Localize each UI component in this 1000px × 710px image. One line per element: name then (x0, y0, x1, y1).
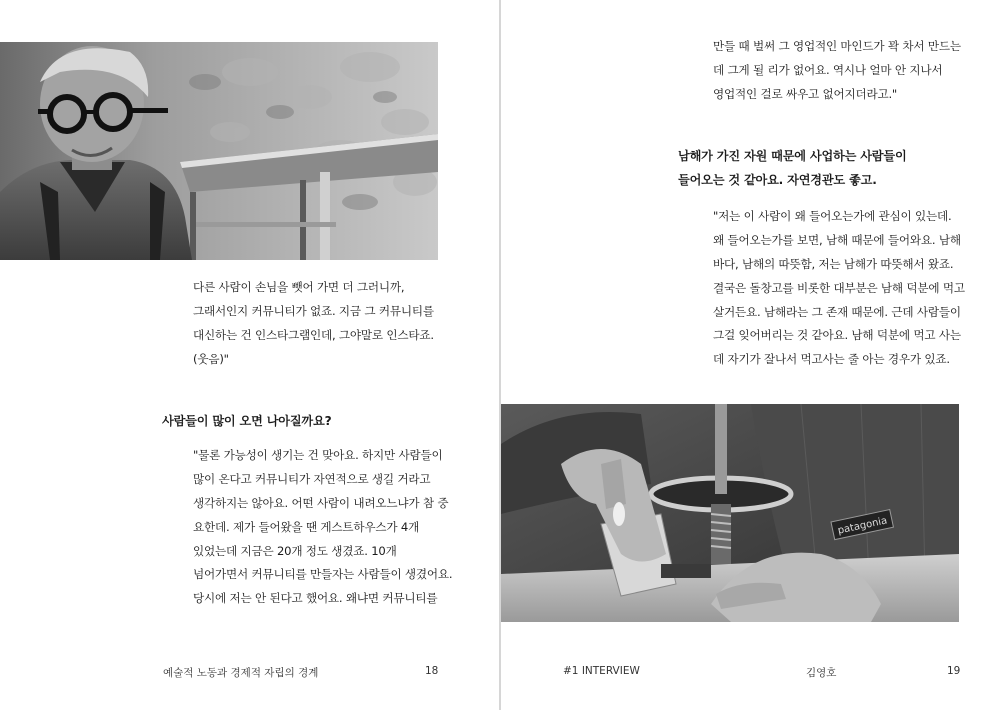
workshop-photo-graphic (501, 404, 959, 622)
question-line: 사람들이 많이 오면 나아질까요? (162, 414, 332, 428)
left-paragraph (193, 276, 434, 372)
question-line: 들어오는 것 같아요. 자연경관도 좋고. (678, 173, 877, 187)
text-line: 만들 때 벌써 그 영업적인 마인드가 꽉 차서 만드는 (713, 39, 961, 53)
footer-section-label: #1 INTERVIEW (563, 665, 640, 677)
footer-interviewee-name: 김영호 (806, 667, 837, 679)
text-line: 대신하는 건 인스타그램인데, 그야말로 인스타죠. (193, 327, 434, 342)
right-question (678, 144, 907, 192)
text-line: 있었는데 지금은 20개 정도 생겼죠. 10개 (193, 543, 397, 558)
text-line: 데 그게 될 리가 없어요. 역시나 얼마 안 지나서 (713, 62, 943, 77)
text-line: 넘어가면서 커뮤니티를 만들자는 사람들이 생겼어요. (193, 567, 453, 582)
left-question (162, 409, 331, 433)
text-line: (웃음)" (193, 351, 229, 366)
text-line: "물론 가능성이 생기는 건 맞아요. 하지만 사람들이 (193, 448, 443, 462)
text-line: 생각하지는 않아요. 어떤 사람이 내려오느냐가 참 중 (193, 495, 449, 510)
apron-label-text: patagonia (836, 515, 889, 537)
page-number-right: 19 (947, 665, 961, 677)
text-line: 왜 들어오는가를 보면, 남해 때문에 들어와요. 남해 (713, 232, 961, 247)
page-number-left: 18 (425, 665, 439, 677)
right-paragraph (713, 35, 961, 107)
right-page (501, 0, 1000, 710)
text-line: 당시에 저는 안 된다고 했어요. 왜냐면 커뮤니티를 (193, 591, 438, 606)
text-line: 바다, 남해의 따뜻함, 저는 남해가 따뜻해서 왔죠. (713, 256, 954, 271)
text-line: 결국은 돌창고를 비롯한 대부분은 남해 덕분에 먹고 (713, 280, 965, 295)
text-line: 데 자기가 잘나서 먹고사는 줄 아는 경우가 있죠. (713, 352, 950, 367)
question-line: 남해가 가진 자원 때문에 사업하는 사람들이 (678, 149, 907, 163)
left-answer (193, 444, 452, 611)
text-line: 다른 사람이 손님을 뺏어 가면 더 그러니까, (193, 280, 405, 294)
text-line: 요한데. 제가 들어왔을 땐 게스트하우스가 4개 (193, 519, 420, 534)
text-line: "저는 이 사람이 왜 들어오는가에 관심이 있는데. (713, 209, 952, 223)
text-line: 그걸 잊어버리는 것 같아요. 남해 덕분에 먹고 사는 (713, 328, 961, 343)
text-line: 많이 온다고 커뮤니티가 자연적으로 생길 거라고 (193, 471, 431, 486)
workshop-photo (501, 404, 959, 622)
text-line: 살거든요. 남해라는 그 존재 때문에. 근데 사람들이 (713, 304, 961, 319)
right-answer (713, 205, 965, 372)
text-line: 그래서인지 커뮤니티가 없죠. 지금 그 커뮤니티를 (193, 303, 434, 318)
portrait-photo (0, 42, 438, 260)
footer-book-title: 예술적 노동과 경제적 자립의 경계 (163, 667, 319, 679)
portrait-photo-graphic (0, 42, 438, 260)
text-line: 영업적인 걸로 싸우고 없어지더라고." (713, 86, 898, 101)
